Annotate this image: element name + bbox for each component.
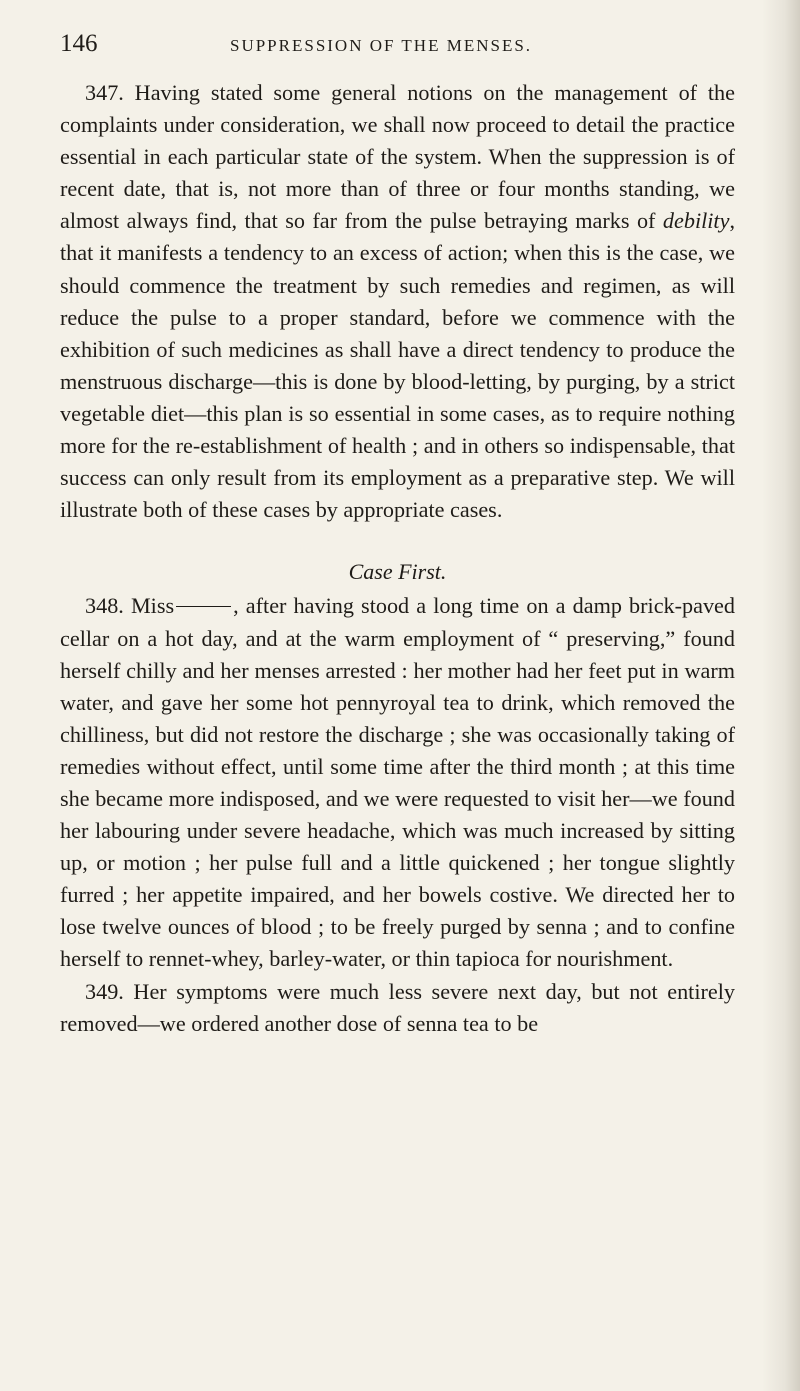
running-head	[60, 28, 750, 60]
header-title: SUPPRESSION OF THE MENSES.	[230, 36, 533, 55]
paragraph-347	[60, 77, 735, 526]
page-number: 146	[60, 30, 98, 57]
paragraph-347-end: , that it manifests a tendency to an excess of action; when this is the case, we should commence the treatment by such remedies and regimen, as will reduce the pulse to a proper standard, before we commence with the exhibition of such medicines as shall have a direct tendency to produce the menstruous discharge—this is done by blood-letting, by purging, by a strict vegetable diet—this plan is so essential in some cases, as to require nothing more for the re-establishment of health ; and in others so indispensable, that success can only result from its employment as a preparative step. We will illustrate both of these cases by appropriate cases.	[60, 208, 735, 523]
paragraph-348-end: , after having stood a long time on a damp brick-paved cellar on a hot day, and at the warm employment of “ preserving,” found herself chilly and her menses arrested : her mother had her feet put in warm water, and gave her some hot pennyroyal tea to drink, which removed the chilliness, but did not restore the discharge ; she was occasionally taking of remedies without effect, until some time after the third month ; at this time she became more indisposed, and we were requested to visit her—we found her labouring under severe headache, which was much increased by sitting up, or motion ; her pulse full and a little quickened ; her tongue slightly furred ; her appetite impaired, and her bowels costive. We directed her to lose twelve ounces of blood ; to be freely purged by senna ; and to confine herself to rennet-whey, barley-water, or thin tapioca for nourishment.	[60, 593, 735, 972]
paragraph-349: 349. Her symptoms were much less severe next day, but not entirely removed—we ordered another dose of senna tea to be	[60, 978, 735, 1036]
case-heading: Case First.	[348, 559, 447, 585]
page-edge-shadow	[762, 0, 800, 1391]
name-blank-dash	[176, 606, 231, 607]
paragraph-347-start: 347. Having stated some general notions on the management of the complaints under consideration, we shall now proceed to detail the practice essential in each particular state of the system. When the suppression is of recent date, that is, not more than of three or four months standing, we almost always find, that so far from the pulse betraying marks of	[60, 80, 735, 234]
paragraph-348	[60, 590, 735, 975]
emphasis-debility: debility	[662, 208, 730, 234]
paragraph-348-start: 348. Miss	[85, 593, 175, 619]
body-text	[60, 77, 735, 1040]
